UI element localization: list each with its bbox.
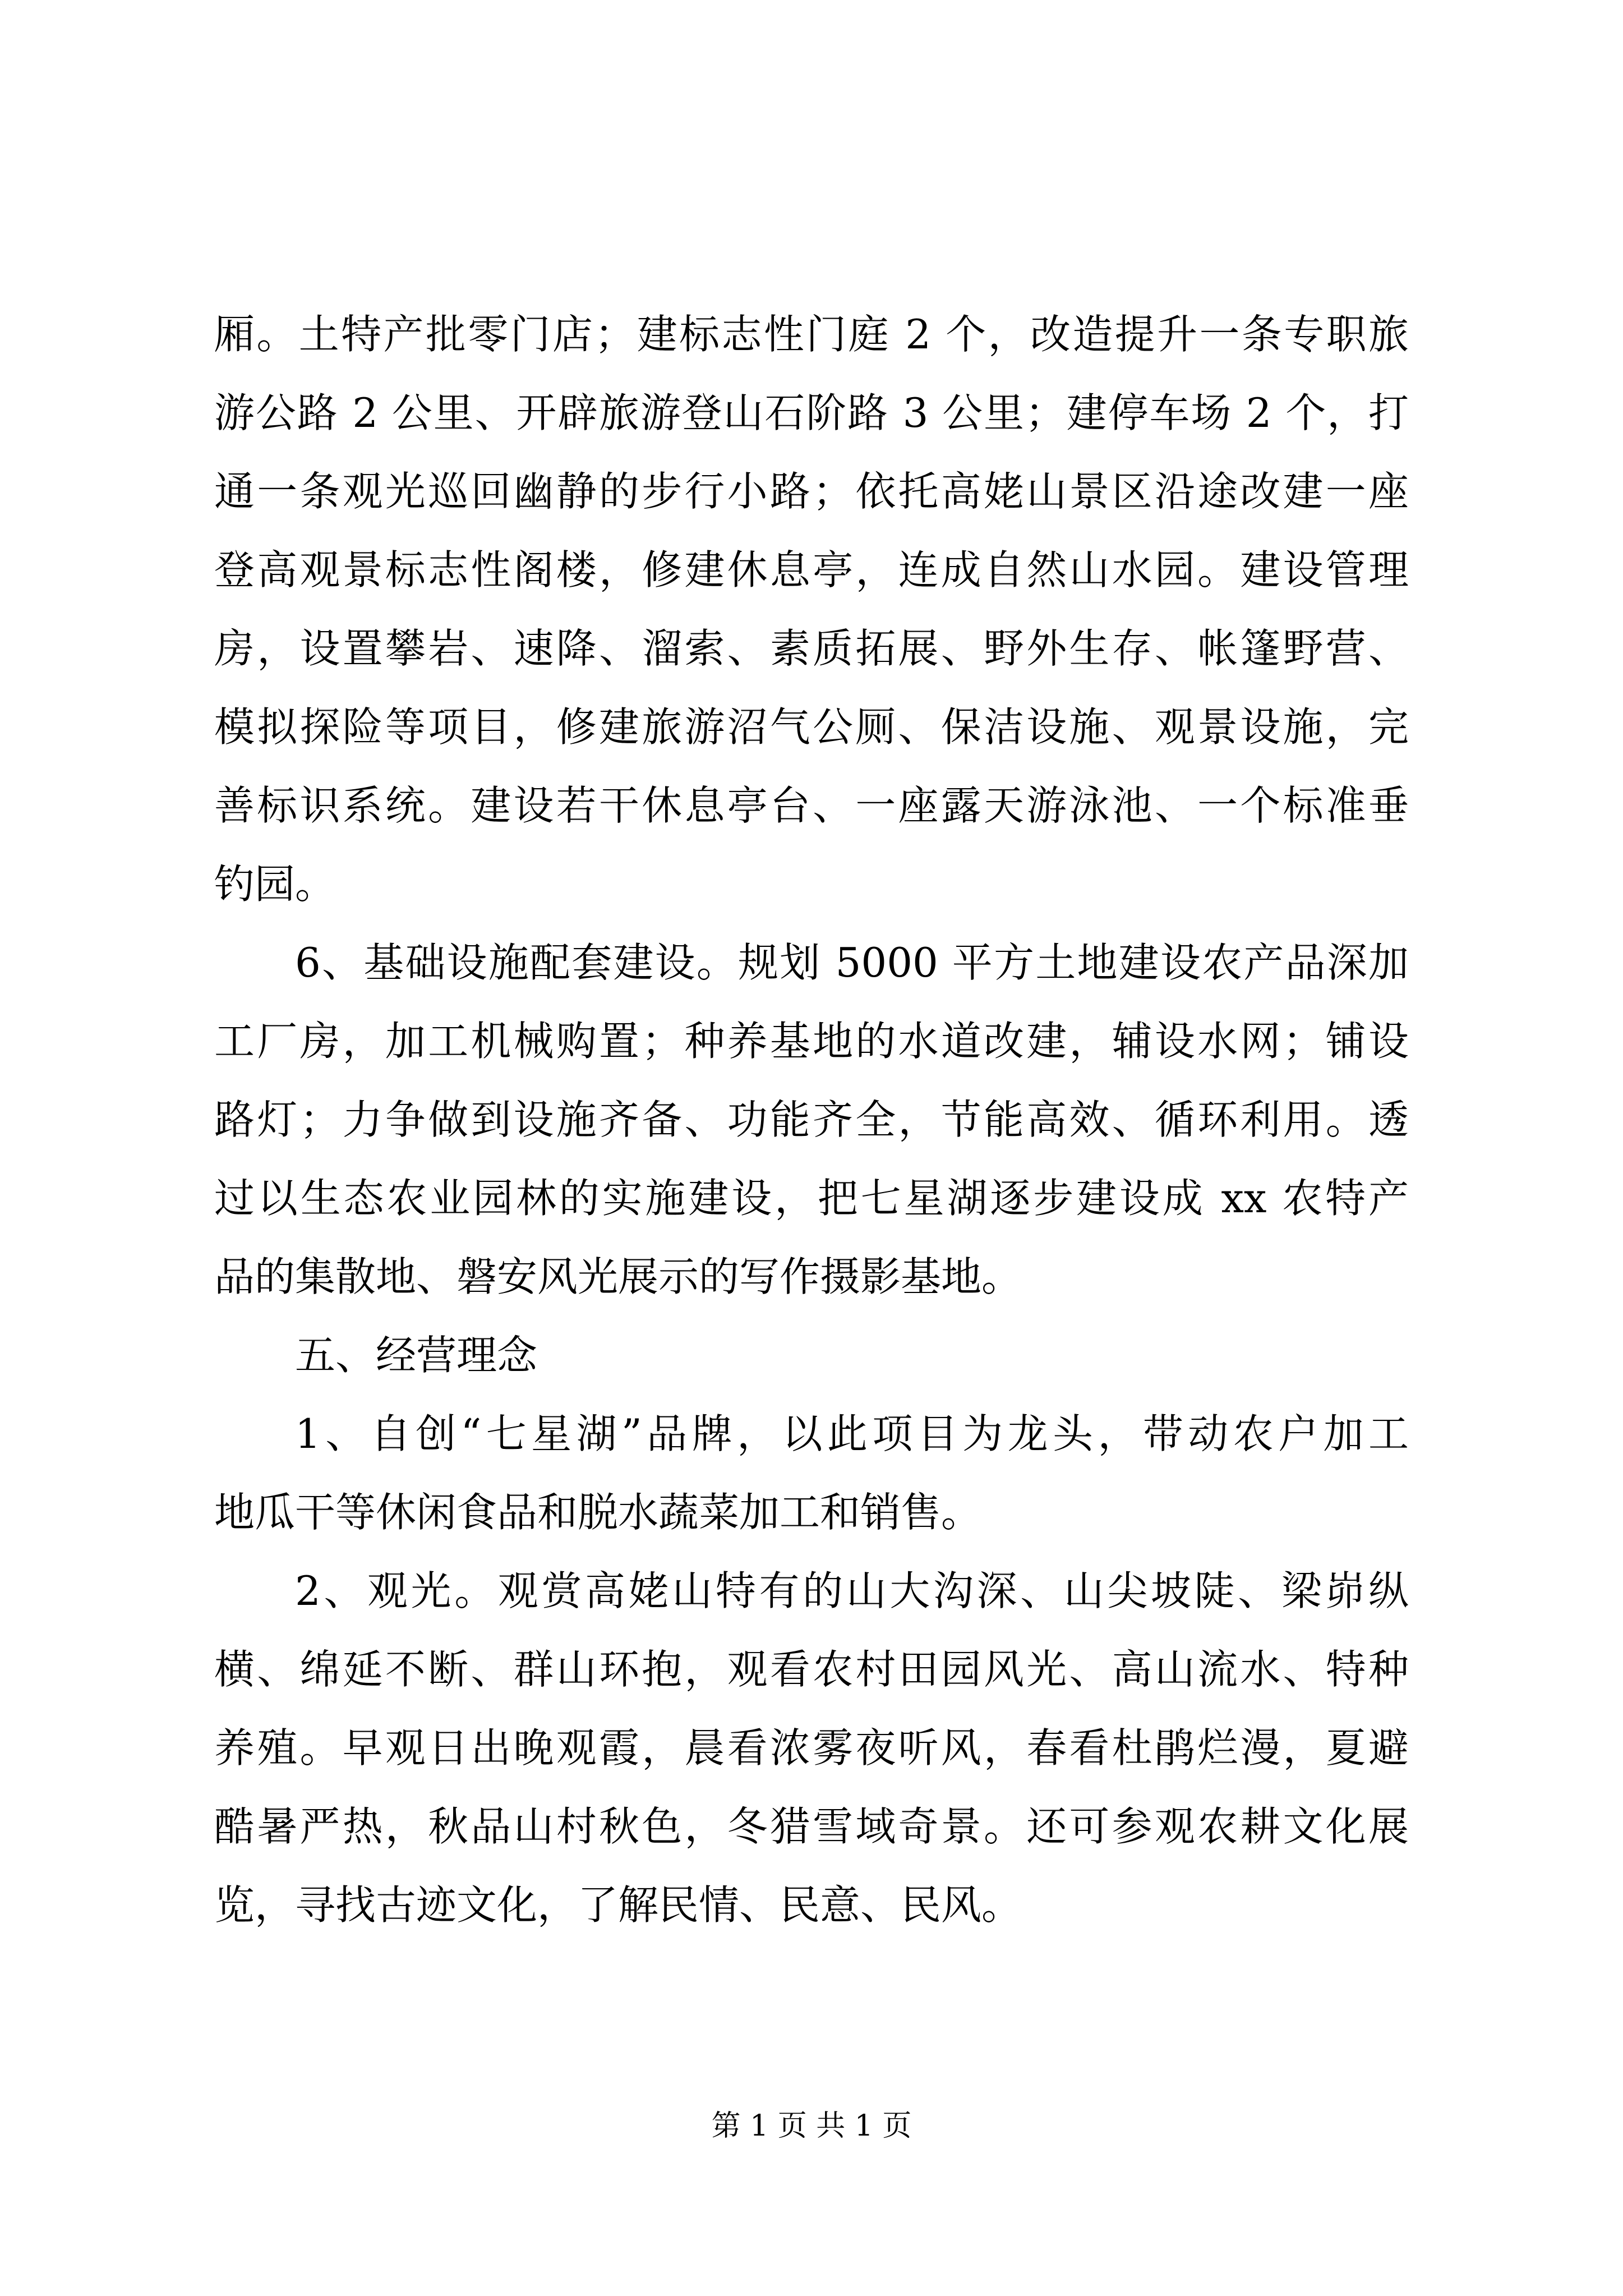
paragraph-line: 厢。土特产批零门店；建标志性门庭 2 个，改造提升一条专职旅 bbox=[214, 311, 1409, 358]
paragraph-line: 地瓜干等休闲食品和脱水蔬菜加工和销售。 bbox=[214, 1489, 982, 1536]
paragraph-line: 善标识系统。建设若干休息亭台、一座露天游泳池、一个标准垂 bbox=[214, 782, 1409, 829]
paragraph-line: 工厂房，加工机械购置；种养基地的水道改建，辅设水网；铺设 bbox=[214, 1018, 1409, 1065]
paragraph-line: 模拟探险等项目，修建旅游沼气公厕、保洁设施、观景设施，完 bbox=[214, 703, 1409, 751]
paragraph-line: 过以生态农业园林的实施建设，把七星湖逐步建设成 xx 农特产 bbox=[214, 1175, 1409, 1222]
paragraph-line: 通一条观光巡回幽静的步行小路；依托高姥山景区沿途改建一座 bbox=[214, 468, 1409, 515]
paragraph-line: 酷暑严热，秋品山村秋色，冬猎雪域奇景。还可参观农耕文化展 bbox=[214, 1803, 1409, 1850]
paragraph-line: 钓园。 bbox=[214, 861, 336, 908]
paragraph-line: 路灯；力争做到设施齐备、功能齐全，节能高效、循环利用。透 bbox=[214, 1096, 1409, 1143]
paragraph-line: 品的集散地、磐安风光展示的写作摄影基地。 bbox=[214, 1253, 1022, 1300]
paragraph-line: 览，寻找古迹文化，了解民情、民意、民风。 bbox=[214, 1881, 1022, 1929]
paragraph-line: 6、基础设施配套建设。规划 5000 平方土地建设农产品深加 bbox=[295, 939, 1409, 986]
paragraph-line: 1、自创“七星湖”品牌，以此项目为龙头，带动农户加工 bbox=[295, 1410, 1409, 1457]
paragraph-line: 登高观景标志性阁楼，修建休息亭，连成自然山水园。建设管理 bbox=[214, 546, 1409, 593]
section-heading: 五、经营理念 bbox=[295, 1332, 538, 1379]
paragraph-line: 横、绵延不断、群山环抱，观看农村田园风光、高山流水、特种 bbox=[214, 1646, 1409, 1693]
paragraph-line: 房，设置攀岩、速降、溜索、素质拓展、野外生存、帐篷野营、 bbox=[214, 625, 1409, 672]
paragraph-line: 游公路 2 公里、开辟旅游登山石阶路 3 公里；建停车场 2 个，打 bbox=[214, 389, 1409, 436]
page-footer: 第 1 页 共 1 页 bbox=[711, 2109, 912, 2143]
paragraph-line: 养殖。早观日出晚观霞，晨看浓雾夜听风，春看杜鹃烂漫，夏避 bbox=[214, 1724, 1409, 1772]
paragraph-line: 2、观光。观赏高姥山特有的山大沟深、山尖坡陡、梁峁纵 bbox=[295, 1567, 1409, 1614]
